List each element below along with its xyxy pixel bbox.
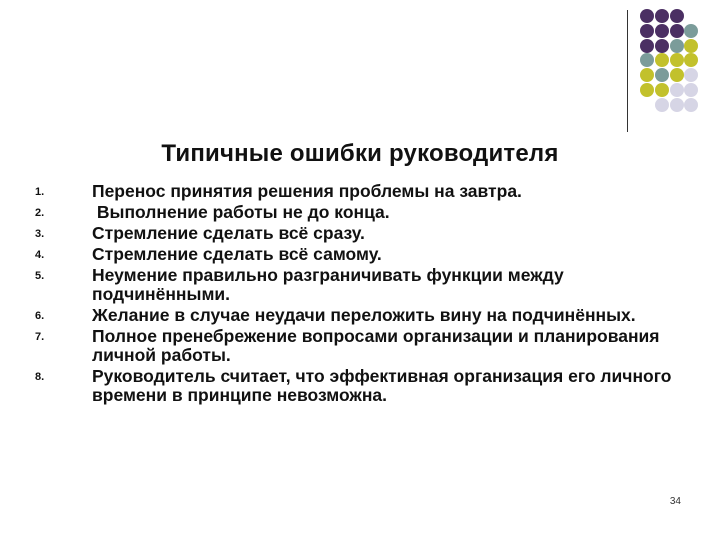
list-item: [35, 264, 675, 304]
decorative-dot: [670, 68, 684, 82]
list-item-text: Выполнение работы не до конца.: [92, 202, 390, 222]
list-item: [35, 365, 675, 405]
decorative-dot: [655, 24, 669, 38]
decorative-dot: [655, 39, 669, 53]
list-item-number: 4.: [35, 249, 45, 261]
list-item-number: 2.: [35, 207, 45, 219]
decorative-dot: [684, 24, 698, 38]
decorative-dot: [655, 53, 669, 67]
list-item-number: 6.: [35, 310, 45, 322]
list-item: [35, 243, 675, 264]
list-item: [35, 222, 675, 243]
decorative-dot: [684, 53, 698, 67]
list-item-number: 1.: [35, 186, 45, 198]
decorative-dot: [684, 39, 698, 53]
list-item-text: Неумение правильно разграничивать функции между подчинёнными.: [92, 265, 564, 304]
list-item-number: 8.: [35, 371, 45, 383]
list-item-number: 7.: [35, 331, 45, 343]
decorative-dot: [670, 39, 684, 53]
decorative-dot: [670, 53, 684, 67]
decorative-dot: [640, 53, 654, 67]
list-item: [35, 325, 675, 365]
list-item-number: 3.: [35, 228, 45, 240]
numbered-list: [35, 180, 675, 405]
decorative-dot: [670, 83, 684, 97]
list-item-text: Стремление сделать всё самому.: [92, 244, 382, 264]
vertical-divider-line: [627, 10, 628, 132]
decorative-dot: [655, 68, 669, 82]
decorative-dot: [670, 98, 684, 112]
decorative-dot: [640, 68, 654, 82]
decorative-dot: [655, 83, 669, 97]
slide-title: Типичные ошибки руководителя: [161, 140, 559, 167]
decorative-dot: [684, 98, 698, 112]
decorative-dot: [640, 83, 654, 97]
decorative-dot: [670, 24, 684, 38]
list-item: [35, 201, 675, 222]
list-item-text: Полное пренебрежение вопросами организации и планирования личной работы.: [92, 326, 660, 365]
decorative-dot: [684, 83, 698, 97]
list-item-text: Стремление сделать всё сразу.: [92, 223, 365, 243]
list-item: [35, 180, 675, 201]
list-item-text: Перенос принятия решения проблемы на завтра.: [92, 181, 522, 201]
list-item-text: Желание в случае неудачи переложить вину на подчинённых.: [92, 305, 636, 325]
decorative-dot: [670, 9, 684, 23]
decorative-dot: [655, 98, 669, 112]
decorative-dot: [640, 39, 654, 53]
list-item-number: 5.: [35, 270, 45, 282]
list-item: [35, 304, 675, 325]
page-number: 34: [669, 496, 681, 507]
decorative-dot: [684, 68, 698, 82]
decorative-dot: [640, 24, 654, 38]
list-item-text: Руководитель считает, что эффективная организация его личного времени в принципе невозможна.: [92, 366, 672, 405]
decorative-dot: [655, 9, 669, 23]
dot-grid-decoration: [640, 9, 710, 119]
decorative-dot: [640, 9, 654, 23]
